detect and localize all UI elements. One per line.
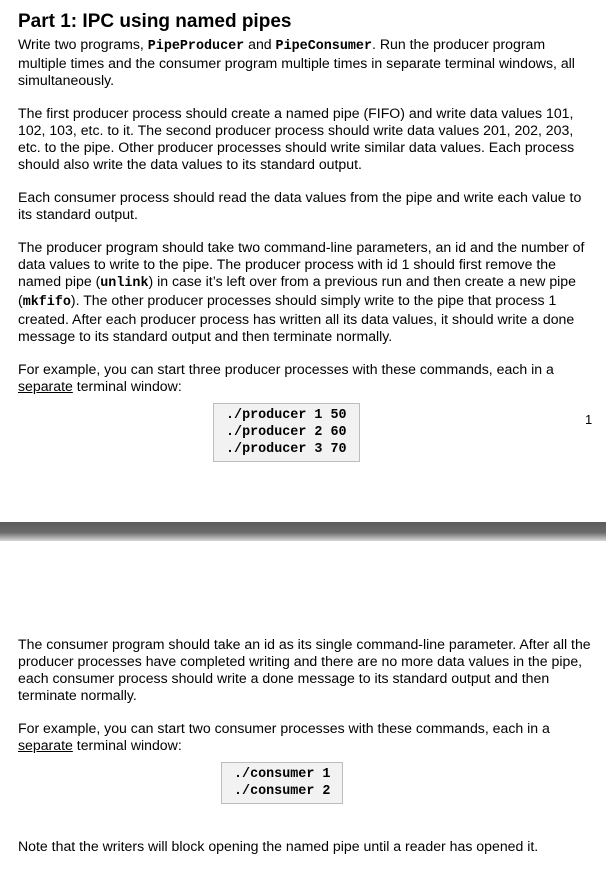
consumer-paragraph: The consumer program should take an id as its single command-line parameter. After all the producer processes have completed writing and there are no more data values in the pipe, each consumer process should write a done message to its standard output and then terminate normally. <box>18 636 591 703</box>
params-text-3: ). The other producer processes should simply write to the pipe that process 1 created. After each producer process has written all its data values, it should write a done message to its standard output and then terminate normally. <box>18 292 575 344</box>
command-line: ./producer 3 70 <box>226 442 347 457</box>
consumer-example-paragraph <box>18 720 596 754</box>
example-text-2: terminal window: <box>72 378 182 394</box>
program-name-consumer: PipeConsumer <box>275 39 372 54</box>
page-2 <box>0 541 606 878</box>
example-text-2: terminal window: <box>72 737 182 753</box>
section-heading: Part 1: IPC using named pipes <box>18 11 292 32</box>
command-line: ./producer 1 50 <box>226 408 347 423</box>
page-number: 1 <box>585 412 593 427</box>
note-paragraph: Note that the writers will block opening the named pipe until a reader has opened it. <box>18 838 539 854</box>
command-line: ./producer 2 60 <box>226 425 347 440</box>
intro-text-1: Write two programs, <box>18 36 148 52</box>
producer-params-paragraph <box>18 239 596 345</box>
params-text-2: ) in case it’s left over from a previous run and then create a new pipe ( <box>18 273 576 308</box>
command-line: ./consumer 2 <box>234 784 331 799</box>
page-1-content <box>18 10 596 462</box>
page-separator <box>0 522 606 541</box>
separate-underlined: separate <box>18 378 73 394</box>
command-line: ./consumer 1 <box>234 767 331 782</box>
intro-paragraph <box>18 36 596 89</box>
params-text-1: The producer program should take two command-line parameters, an id and the number of data values to write to the pipe. The producer process with id 1 should first remove the named pipe ( <box>18 239 585 289</box>
intro-text-2: and <box>244 36 276 52</box>
producer-values-paragraph: The first producer process should create a named pipe (FIFO) and write data values 101, 102, 103, etc. to it. The second producer process should write data values 201, 202, 203, etc. to the pipe. Other producer processes should write similar data values. Each process should also write the data values to its standard output. <box>18 105 575 172</box>
example-text-1: For example, you can start three producer processes with these commands, each in a <box>18 361 554 377</box>
consumer-read-paragraph: Each consumer process should read the data values from the pipe and write each value to its standard output. <box>18 189 582 222</box>
consumer-commands-box <box>221 762 343 804</box>
producer-example-paragraph <box>18 361 596 395</box>
mkfifo-code: mkfifo <box>22 295 71 310</box>
example-text-1: For example, you can start two consumer processes with these commands, each in a <box>18 720 550 736</box>
page-2-content <box>18 636 596 871</box>
unlink-code: unlink <box>100 276 149 291</box>
separate-underlined: separate <box>18 737 73 753</box>
intro-text-3: . Run the producer program multiple times and the consumer program multiple times in separate terminal windows, all simultaneously. <box>18 36 575 88</box>
program-name-producer: PipeProducer <box>147 39 245 54</box>
producer-commands-box <box>213 403 360 462</box>
